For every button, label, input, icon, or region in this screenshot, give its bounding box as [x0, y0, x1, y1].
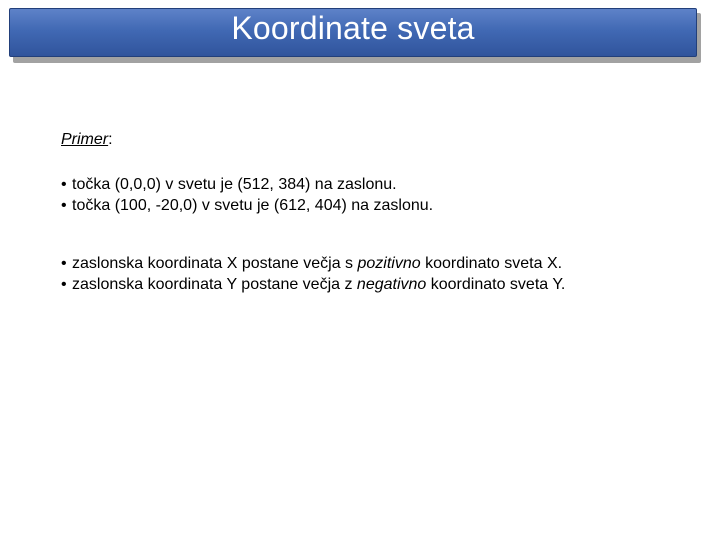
example-heading: [61, 130, 701, 174]
bullet-icon: •: [61, 176, 67, 193]
bullet-item: [61, 253, 701, 274]
bullet-icon: •: [61, 197, 67, 214]
bullet-text-start: zaslonska koordinata Y postane večja z: [72, 276, 357, 293]
bullet-icon: •: [61, 276, 67, 293]
bullet-icon: •: [61, 255, 67, 272]
bullet-item: [61, 174, 701, 195]
example-label: Primer: [61, 131, 109, 148]
emphasis-word: pozitivno: [357, 255, 421, 272]
bullet-text-start: zaslonska koordinata X postane večja s: [72, 255, 358, 272]
spacer: [61, 216, 701, 253]
bullet-text: točka (100, -20,0) v svetu je (612, 404) na zaslonu.: [72, 197, 434, 214]
bullet-text: točka (0,0,0) v svetu je (512, 384) na zaslonu.: [72, 176, 397, 193]
bullet-text-end: koordinato sveta Y.: [426, 276, 566, 293]
bullet-item: [61, 274, 701, 295]
example-colon: :: [108, 131, 113, 148]
bullet-item: [61, 195, 701, 216]
bullet-text-end: koordinato sveta X.: [420, 255, 563, 272]
emphasis-word: negativno: [356, 276, 427, 293]
slide-content: [61, 130, 701, 295]
slide-title: Koordinate sveta: [231, 10, 475, 46]
